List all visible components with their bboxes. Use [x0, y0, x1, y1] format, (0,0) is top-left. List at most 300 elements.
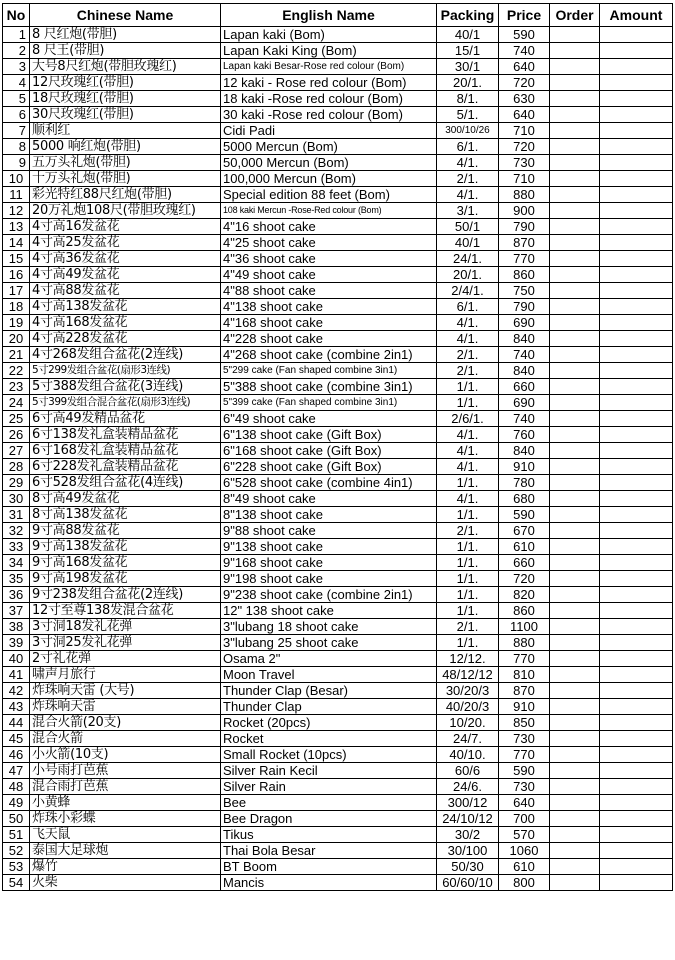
amount-cell[interactable] [600, 699, 673, 715]
order-cell[interactable] [550, 251, 600, 267]
amount-cell[interactable] [600, 251, 673, 267]
price-cell: 720 [499, 139, 550, 155]
english-name-cell: Silver Rain [221, 779, 437, 795]
order-cell[interactable] [550, 347, 600, 363]
order-cell[interactable] [550, 539, 600, 555]
packing-cell: 5/1. [437, 107, 499, 123]
packing-cell: 2/1. [437, 347, 499, 363]
amount-cell[interactable] [600, 139, 673, 155]
packing-cell: 4/1. [437, 331, 499, 347]
chinese-name-cell: 9寸高168发盆花 [30, 555, 221, 571]
table-row [3, 155, 673, 171]
chinese-name-cell: 4寸高49发盆花 [30, 267, 221, 283]
packing-cell: 24/7. [437, 731, 499, 747]
table-row [3, 27, 673, 43]
packing-cell: 40/1 [437, 235, 499, 251]
packing-cell: 1/1. [437, 395, 499, 411]
row-number: 45 [3, 731, 30, 747]
amount-cell[interactable] [600, 43, 673, 59]
order-cell[interactable] [550, 571, 600, 587]
price-cell: 640 [499, 59, 550, 75]
english-name-cell: BT Boom [221, 859, 437, 875]
table-row [3, 219, 673, 235]
english-name-cell: 100,000 Mercun (Bom) [221, 171, 437, 187]
english-name-cell: 5000 Mercun (Bom) [221, 139, 437, 155]
price-cell: 570 [499, 827, 550, 843]
english-name-cell: Thunder Clap (Besar) [221, 683, 437, 699]
table-row [3, 187, 673, 203]
price-cell: 660 [499, 555, 550, 571]
price-cell: 870 [499, 235, 550, 251]
order-cell[interactable] [550, 555, 600, 571]
price-cell: 910 [499, 699, 550, 715]
row-number: 41 [3, 667, 30, 683]
english-name-cell: Bee [221, 795, 437, 811]
packing-cell: 300/10/26 [437, 123, 499, 139]
price-cell: 640 [499, 795, 550, 811]
chinese-name-cell: 混合火箭(20支) [30, 715, 221, 731]
amount-cell[interactable] [600, 299, 673, 315]
table-row [3, 683, 673, 699]
packing-cell: 10/20. [437, 715, 499, 731]
english-name-cell: Small Rocket (10pcs) [221, 747, 437, 763]
packing-cell: 4/1. [437, 491, 499, 507]
price-cell: 790 [499, 299, 550, 315]
english-name-cell: 4"228 shoot cake [221, 331, 437, 347]
price-cell: 790 [499, 219, 550, 235]
packing-cell: 2/1. [437, 363, 499, 379]
order-cell[interactable] [550, 299, 600, 315]
order-cell[interactable] [550, 123, 600, 139]
row-number: 28 [3, 459, 30, 475]
amount-cell[interactable] [600, 555, 673, 571]
price-cell: 750 [499, 283, 550, 299]
english-name-cell: 9"88 shoot cake [221, 523, 437, 539]
chinese-name-cell: 6寸138发礼盒装精品盆花 [30, 427, 221, 443]
table-row [3, 43, 673, 59]
order-cell[interactable] [550, 475, 600, 491]
english-name-cell: 8"138 shoot cake [221, 507, 437, 523]
chinese-name-cell: 12尺玫瑰红(带胆) [30, 75, 221, 91]
order-cell[interactable] [550, 267, 600, 283]
amount-cell[interactable] [600, 347, 673, 363]
order-cell[interactable] [550, 235, 600, 251]
table-row [3, 411, 673, 427]
price-cell: 770 [499, 651, 550, 667]
price-cell: 840 [499, 331, 550, 347]
price-cell: 660 [499, 379, 550, 395]
english-name-cell: 4"138 shoot cake [221, 299, 437, 315]
order-cell[interactable] [550, 651, 600, 667]
row-number: 31 [3, 507, 30, 523]
order-cell[interactable] [550, 811, 600, 827]
price-cell: 840 [499, 443, 550, 459]
chinese-name-cell: 爆竹 [30, 859, 221, 875]
order-cell[interactable] [550, 507, 600, 523]
chinese-name-cell: 火柴 [30, 875, 221, 891]
order-cell[interactable] [550, 315, 600, 331]
english-name-cell: 4"25 shoot cake [221, 235, 437, 251]
row-number: 49 [3, 795, 30, 811]
amount-cell[interactable] [600, 539, 673, 555]
row-number: 29 [3, 475, 30, 491]
english-name-cell: 18 kaki -Rose red colour (Bom) [221, 91, 437, 107]
row-number: 9 [3, 155, 30, 171]
amount-cell[interactable] [600, 779, 673, 795]
row-number: 48 [3, 779, 30, 795]
order-cell[interactable] [550, 43, 600, 59]
price-cell: 720 [499, 571, 550, 587]
packing-cell: 15/1 [437, 43, 499, 59]
packing-cell: 1/1. [437, 571, 499, 587]
price-cell: 800 [499, 875, 550, 891]
order-cell[interactable] [550, 59, 600, 75]
table-row [3, 459, 673, 475]
order-cell[interactable] [550, 139, 600, 155]
packing-cell: 12/12. [437, 651, 499, 667]
table-row [3, 587, 673, 603]
table-row [3, 555, 673, 571]
chinese-name-cell: 炸珠响天雷 (大号) [30, 683, 221, 699]
price-cell: 880 [499, 187, 550, 203]
order-cell[interactable] [550, 107, 600, 123]
price-cell: 860 [499, 603, 550, 619]
packing-cell: 48/12/12 [437, 667, 499, 683]
amount-cell[interactable] [600, 283, 673, 299]
row-number: 54 [3, 875, 30, 891]
amount-cell[interactable] [600, 523, 673, 539]
order-cell[interactable] [550, 619, 600, 635]
order-cell[interactable] [550, 827, 600, 843]
row-number: 22 [3, 363, 30, 379]
amount-cell[interactable] [600, 571, 673, 587]
chinese-name-cell: 十万头礼炮(带胆) [30, 171, 221, 187]
order-cell[interactable] [550, 203, 600, 219]
packing-cell: 40/10. [437, 747, 499, 763]
packing-cell: 20/1. [437, 75, 499, 91]
row-number: 26 [3, 427, 30, 443]
english-name-cell: 4"88 shoot cake [221, 283, 437, 299]
row-number: 27 [3, 443, 30, 459]
table-row [3, 699, 673, 715]
order-cell[interactable] [550, 411, 600, 427]
order-cell[interactable] [550, 155, 600, 171]
amount-cell[interactable] [600, 795, 673, 811]
chinese-name-cell: 小火箭(10支) [30, 747, 221, 763]
english-name-cell: Thai Bola Besar [221, 843, 437, 859]
order-cell[interactable] [550, 747, 600, 763]
price-cell: 630 [499, 91, 550, 107]
chinese-name-cell: 混合火箭 [30, 731, 221, 747]
order-cell[interactable] [550, 667, 600, 683]
amount-cell[interactable] [600, 715, 673, 731]
row-number: 39 [3, 635, 30, 651]
order-cell[interactable] [550, 395, 600, 411]
packing-cell: 1/1. [437, 555, 499, 571]
table-row [3, 667, 673, 683]
row-number: 10 [3, 171, 30, 187]
order-cell[interactable] [550, 795, 600, 811]
packing-cell: 30/100 [437, 843, 499, 859]
amount-cell[interactable] [600, 123, 673, 139]
english-name-cell: 6"528 shoot cake (combine 4in1) [221, 475, 437, 491]
packing-cell: 24/1. [437, 251, 499, 267]
table-row [3, 91, 673, 107]
chinese-name-cell: 4寸268发组合盆花(2连线) [30, 347, 221, 363]
amount-cell[interactable] [600, 171, 673, 187]
order-cell[interactable] [550, 683, 600, 699]
row-number: 47 [3, 763, 30, 779]
english-name-cell: Thunder Clap [221, 699, 437, 715]
table-row [3, 379, 673, 395]
order-cell[interactable] [550, 363, 600, 379]
amount-cell[interactable] [600, 635, 673, 651]
header-packing: Packing [437, 4, 499, 27]
amount-cell[interactable] [600, 219, 673, 235]
row-number: 30 [3, 491, 30, 507]
row-number: 35 [3, 571, 30, 587]
english-name-cell: 6"138 shoot cake (Gift Box) [221, 427, 437, 443]
chinese-name-cell: 5寸299发组合盆花(扇形3连线) [30, 363, 221, 379]
order-cell[interactable] [550, 875, 600, 891]
amount-cell[interactable] [600, 491, 673, 507]
price-cell: 730 [499, 155, 550, 171]
order-cell[interactable] [550, 459, 600, 475]
english-name-cell: Lapan kaki (Bom) [221, 27, 437, 43]
chinese-name-cell: 9寸高198发盆花 [30, 571, 221, 587]
row-number: 3 [3, 59, 30, 75]
amount-cell[interactable] [600, 155, 673, 171]
amount-cell[interactable] [600, 587, 673, 603]
table-row [3, 571, 673, 587]
amount-cell[interactable] [600, 315, 673, 331]
amount-cell[interactable] [600, 667, 673, 683]
chinese-name-cell: 6寸高49发精品盆花 [30, 411, 221, 427]
table-row [3, 475, 673, 491]
order-cell[interactable] [550, 699, 600, 715]
packing-cell: 4/1. [437, 315, 499, 331]
price-cell: 590 [499, 763, 550, 779]
chinese-name-cell: 8寸高49发盆花 [30, 491, 221, 507]
packing-cell: 4/1. [437, 155, 499, 171]
amount-cell[interactable] [600, 507, 673, 523]
english-name-cell: 9"168 shoot cake [221, 555, 437, 571]
order-cell[interactable] [550, 283, 600, 299]
table-row [3, 779, 673, 795]
english-name-cell: Tikus [221, 827, 437, 843]
amount-cell[interactable] [600, 875, 673, 891]
amount-cell[interactable] [600, 411, 673, 427]
amount-cell[interactable] [600, 811, 673, 827]
order-cell[interactable] [550, 27, 600, 43]
chinese-name-cell: 3寸洞18发礼花弹 [30, 619, 221, 635]
english-name-cell: Mancis [221, 875, 437, 891]
row-number: 1 [3, 27, 30, 43]
amount-cell[interactable] [600, 603, 673, 619]
order-cell[interactable] [550, 731, 600, 747]
amount-cell[interactable] [600, 763, 673, 779]
table-row [3, 315, 673, 331]
row-number: 16 [3, 267, 30, 283]
chinese-name-cell: 小号雨打芭蕉 [30, 763, 221, 779]
amount-cell[interactable] [600, 27, 673, 43]
amount-cell[interactable] [600, 427, 673, 443]
header-price: Price [499, 4, 550, 27]
english-name-cell: 6"168 shoot cake (Gift Box) [221, 443, 437, 459]
price-list-table [2, 3, 673, 891]
row-number: 13 [3, 219, 30, 235]
english-name-cell: 3"lubang 25 shoot cake [221, 635, 437, 651]
price-cell: 840 [499, 363, 550, 379]
table-row [3, 731, 673, 747]
order-cell[interactable] [550, 587, 600, 603]
amount-cell[interactable] [600, 235, 673, 251]
order-cell[interactable] [550, 763, 600, 779]
price-cell: 1060 [499, 843, 550, 859]
english-name-cell: 4"16 shoot cake [221, 219, 437, 235]
price-cell: 740 [499, 43, 550, 59]
english-name-cell: Lapan Kaki King (Bom) [221, 43, 437, 59]
chinese-name-cell: 炸珠小彩蝶 [30, 811, 221, 827]
order-cell[interactable] [550, 171, 600, 187]
row-number: 40 [3, 651, 30, 667]
price-cell: 720 [499, 75, 550, 91]
table-row [3, 843, 673, 859]
packing-cell: 1/1. [437, 507, 499, 523]
table-row [3, 123, 673, 139]
chinese-name-cell: 飞天鼠 [30, 827, 221, 843]
amount-cell[interactable] [600, 379, 673, 395]
chinese-name-cell: 18尺玫瑰红(带胆) [30, 91, 221, 107]
amount-cell[interactable] [600, 859, 673, 875]
order-cell[interactable] [550, 635, 600, 651]
row-number: 2 [3, 43, 30, 59]
english-name-cell: Bee Dragon [221, 811, 437, 827]
price-cell: 670 [499, 523, 550, 539]
table-row [3, 251, 673, 267]
order-cell[interactable] [550, 859, 600, 875]
price-cell: 680 [499, 491, 550, 507]
table-row [3, 811, 673, 827]
order-cell[interactable] [550, 779, 600, 795]
order-cell[interactable] [550, 443, 600, 459]
amount-cell[interactable] [600, 91, 673, 107]
english-name-cell: 30 kaki -Rose red colour (Bom) [221, 107, 437, 123]
amount-cell[interactable] [600, 443, 673, 459]
amount-cell[interactable] [600, 459, 673, 475]
chinese-name-cell: 泰国大足球炮 [30, 843, 221, 859]
amount-cell[interactable] [600, 651, 673, 667]
english-name-cell: Rocket (20pcs) [221, 715, 437, 731]
table-header-row [3, 4, 673, 27]
chinese-name-cell: 8 尺红炮(带胆) [30, 27, 221, 43]
chinese-name-cell: 4寸高168发盆花 [30, 315, 221, 331]
amount-cell[interactable] [600, 395, 673, 411]
order-cell[interactable] [550, 427, 600, 443]
chinese-name-cell: 炸珠响天雷 [30, 699, 221, 715]
english-name-cell: 3"lubang 18 shoot cake [221, 619, 437, 635]
row-number: 14 [3, 235, 30, 251]
amount-cell[interactable] [600, 475, 673, 491]
order-cell[interactable] [550, 331, 600, 347]
price-cell: 880 [499, 635, 550, 651]
row-number: 43 [3, 699, 30, 715]
order-cell[interactable] [550, 603, 600, 619]
price-cell: 820 [499, 587, 550, 603]
row-number: 12 [3, 203, 30, 219]
amount-cell[interactable] [600, 203, 673, 219]
amount-cell[interactable] [600, 107, 673, 123]
chinese-name-cell: 6寸528发组合盆花(4连线) [30, 475, 221, 491]
amount-cell[interactable] [600, 731, 673, 747]
amount-cell[interactable] [600, 331, 673, 347]
amount-cell[interactable] [600, 683, 673, 699]
order-cell[interactable] [550, 75, 600, 91]
amount-cell[interactable] [600, 827, 673, 843]
price-cell: 860 [499, 267, 550, 283]
price-cell: 910 [499, 459, 550, 475]
table-row [3, 427, 673, 443]
price-cell: 710 [499, 123, 550, 139]
price-cell: 590 [499, 27, 550, 43]
price-cell: 870 [499, 683, 550, 699]
packing-cell: 30/1 [437, 59, 499, 75]
amount-cell[interactable] [600, 619, 673, 635]
packing-cell: 3/1. [437, 203, 499, 219]
amount-cell[interactable] [600, 187, 673, 203]
table-row [3, 507, 673, 523]
table-row [3, 603, 673, 619]
chinese-name-cell: 8寸高138发盆花 [30, 507, 221, 523]
price-cell: 700 [499, 811, 550, 827]
amount-cell[interactable] [600, 75, 673, 91]
price-cell: 780 [499, 475, 550, 491]
chinese-name-cell: 5寸388发组合盆花(3连线) [30, 379, 221, 395]
packing-cell: 1/1. [437, 603, 499, 619]
packing-cell: 4/1. [437, 459, 499, 475]
header-order: Order [550, 4, 600, 27]
table-row [3, 715, 673, 731]
amount-cell[interactable] [600, 59, 673, 75]
order-cell[interactable] [550, 523, 600, 539]
amount-cell[interactable] [600, 363, 673, 379]
table-row [3, 635, 673, 651]
amount-cell[interactable] [600, 747, 673, 763]
table-row [3, 363, 673, 379]
packing-cell: 24/10/12 [437, 811, 499, 827]
price-cell: 740 [499, 411, 550, 427]
order-cell[interactable] [550, 379, 600, 395]
english-name-cell: 50,000 Mercun (Bom) [221, 155, 437, 171]
amount-cell[interactable] [600, 267, 673, 283]
order-cell[interactable] [550, 715, 600, 731]
row-number: 36 [3, 587, 30, 603]
order-cell[interactable] [550, 187, 600, 203]
chinese-name-cell: 大号8尺红炮(带胆玫瑰红) [30, 59, 221, 75]
order-cell[interactable] [550, 91, 600, 107]
chinese-name-cell: 9寸238发组合盆花(2连线) [30, 587, 221, 603]
table-row [3, 747, 673, 763]
order-cell[interactable] [550, 843, 600, 859]
packing-cell: 30/2 [437, 827, 499, 843]
price-cell: 610 [499, 859, 550, 875]
table-row [3, 619, 673, 635]
row-number: 8 [3, 139, 30, 155]
order-cell[interactable] [550, 491, 600, 507]
amount-cell[interactable] [600, 843, 673, 859]
chinese-name-cell: 混合雨打芭蕉 [30, 779, 221, 795]
order-cell[interactable] [550, 219, 600, 235]
